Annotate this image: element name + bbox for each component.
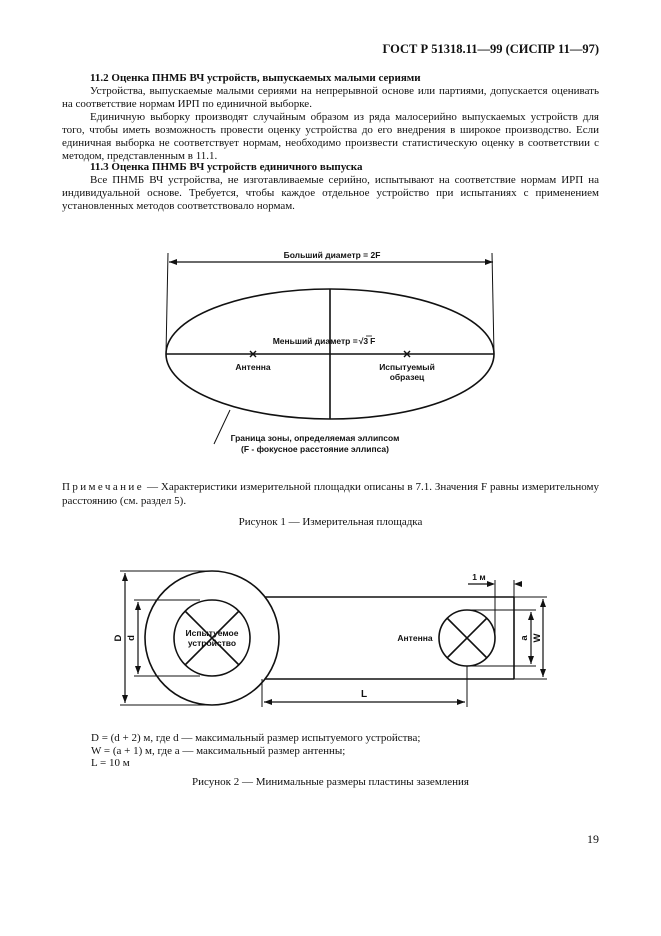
note-dash: — [143,481,161,493]
dim-L-label: L [360,689,368,700]
figure-2-legend [91,732,420,770]
section-11-2-paragraph-2: Единичную выборку производят случайным образом из ряда малосерийно выпускаемых устройств для того, чтобы иметь возможность провести оценку устройства до его внедрения в широкое производство. Если единичная выборка не соответствует нормам, необходимо произвести статистическую оценку в соответствии с методом, представленным в 11.1. [62,111,599,162]
eut-label-line-2: устройство [187,638,237,648]
d-arrow-top [135,602,141,610]
dim-d-label: d [126,635,137,641]
D-arrow-top [122,573,128,581]
a-arrow-bottom [528,656,534,664]
L-arrow-right [457,699,465,705]
legend-line-W: W = (a + 1) м, где а — максимальный размер антенны; [91,744,346,757]
W-arrow-top [540,599,546,607]
legend-line-L: L = 10 м [91,757,130,769]
page-number: 19 [587,832,599,846]
D-arrow-bottom [122,695,128,703]
boundary-label-line-1: Граница зоны, определяемая эллипсом [230,433,400,443]
a-arrow-top [528,612,534,620]
1m-arrow-right [514,581,522,587]
major-diameter-label: Больший диаметр = 2F [283,250,381,260]
dim-a-label: a [519,635,530,641]
antenna-label: Антенна [235,362,271,372]
legend-line-D: D = (d + 2) м, где d — максимальный размер испытуемого устройства; [91,732,421,744]
W-arrow-bottom [540,669,546,677]
1m-arrow-left [487,581,495,587]
figure-1-caption: Рисунок 1 — Измерительная площадка [238,516,423,528]
eut-label-line-2: образец [389,372,425,382]
L-arrow-left [264,699,272,705]
minor-diameter-label: Меньший диаметр =√3 F [272,336,376,346]
d-arrow-bottom [135,666,141,674]
section-11-3-heading: 11.3 Оценка ПНМБ ВЧ устройств единичного выпуска [90,161,363,173]
dim-W-label: W [532,633,543,643]
section-11-2-heading: 11.2 Оценка ПНМБ ВЧ устройств, выпускаемых малыми сериями [90,72,421,84]
dim-1m-label: 1 м [472,572,486,582]
page-header: ГОСТ Р 51318.11—99 (СИСПР 11—97) [382,42,599,56]
note-text: Характеристики измерительной площадки описаны в 7.1. Значения F равны измерительному расстоянию (см. раздел 5). [62,481,599,507]
section-11-3-paragraph-1: Все ПНМБ ВЧ устройства, не изготавливаемые серийно, испытывают на соответствие нормам ИРП на индивидуальной основе. Требуется, чтобы каждое отдельное устройство при испытаниях с применением установленных методов соответствовало нормам. [62,174,599,212]
antenna-label: Антенна [397,633,433,643]
section-11-2-paragraph-1: Устройства, выпускаемые малыми сериями на непрерывной основе или партиями, допускается оценивать на соответствие нормам ИРП по единичной выборке. [62,85,599,110]
dim-D-label: D [113,634,124,642]
note-word: Примечание [62,481,144,493]
figure-2-caption: Рисунок 2 — Минимальные размеры пластины заземления [192,776,469,788]
boundary-label-line-2: (F - фокусное расстояние эллипса) [241,444,389,454]
eut-label-line-1: Испытуемый [379,362,435,372]
eut-label-line-1: Испытуемое [185,628,239,638]
